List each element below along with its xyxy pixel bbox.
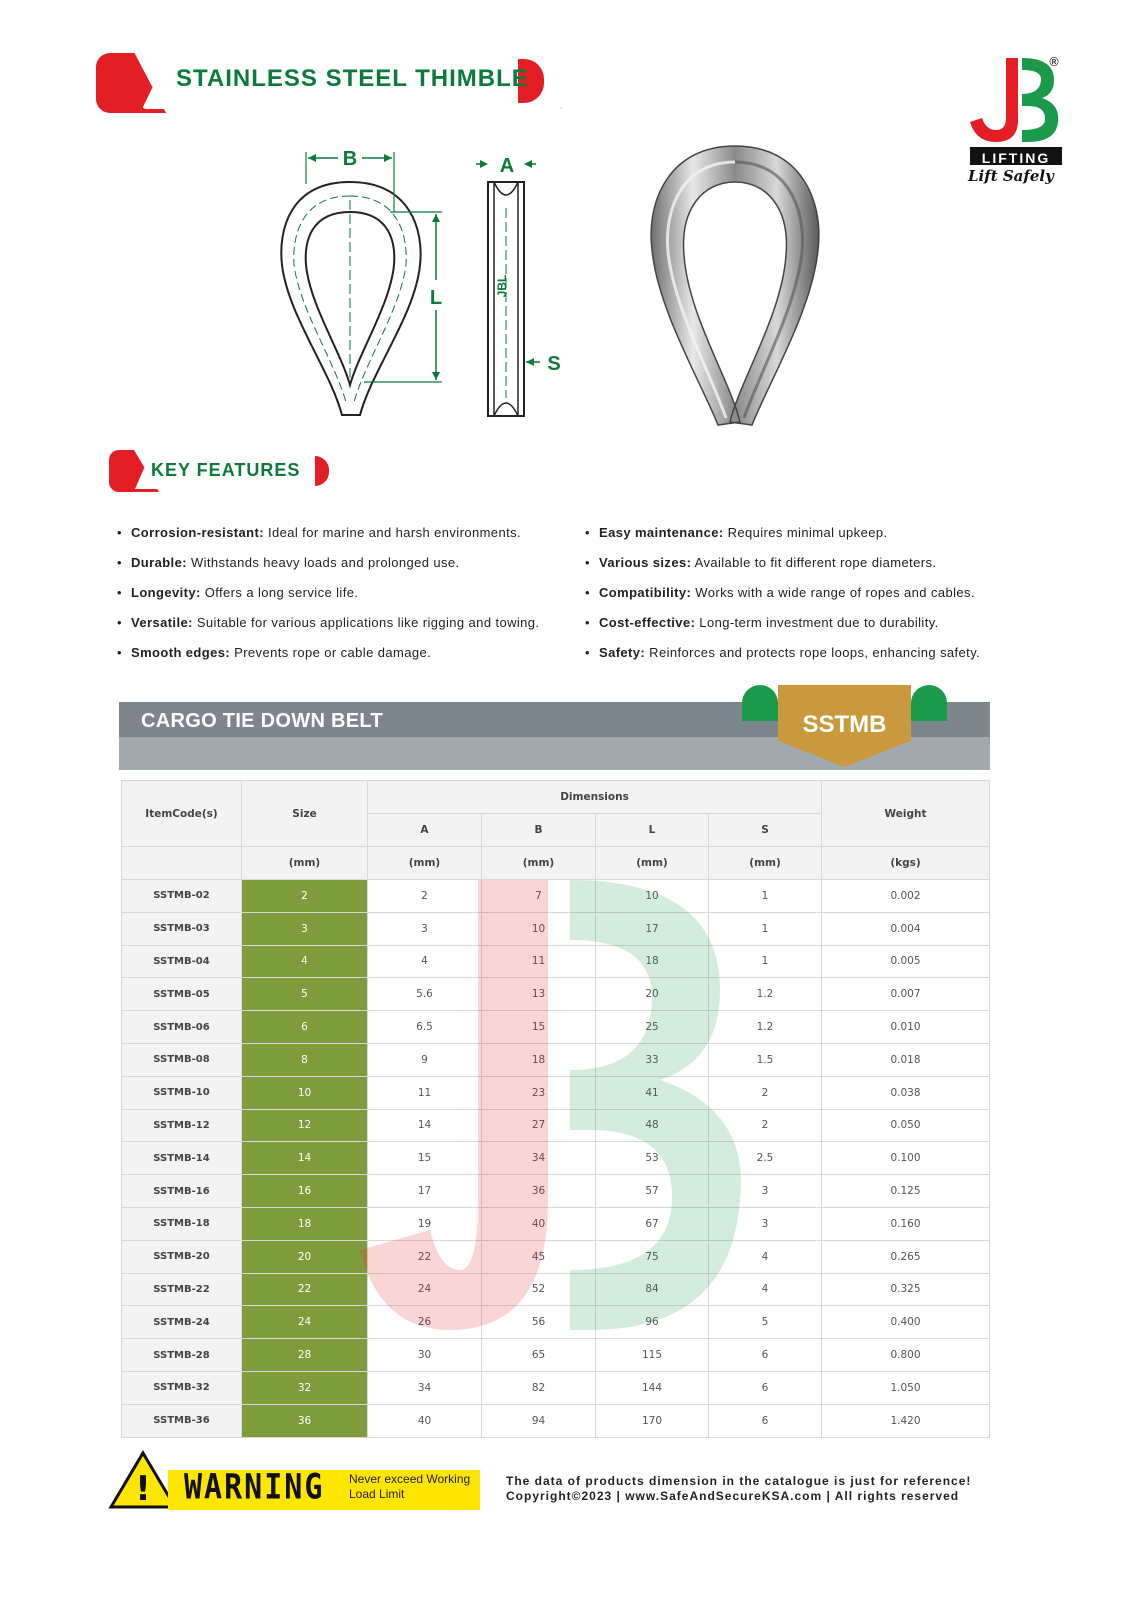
cell-s: 1 <box>709 945 822 978</box>
cell-a: 15 <box>368 1142 482 1175</box>
table-row <box>122 1142 990 1175</box>
cell-l: 53 <box>596 1142 709 1175</box>
cell-b: 94 <box>482 1404 596 1437</box>
cell-l: 41 <box>596 1076 709 1109</box>
cell-s: 2 <box>709 1076 822 1109</box>
cell-item-code: SSTMB-06 <box>122 1011 242 1044</box>
header-unit-blank <box>122 847 242 880</box>
cell-size: 18 <box>242 1207 368 1240</box>
feature-desc: Suitable for various applications like rigging and towing. <box>192 615 540 630</box>
feature-item: • Compatibility: Works with a wide range of ropes and cables. <box>585 585 975 600</box>
cell-b: 36 <box>482 1175 596 1208</box>
feature-term: Corrosion-resistant: <box>131 525 264 540</box>
header-unit: (mm) <box>368 847 482 880</box>
feature-item: • Longevity: Offers a long service life. <box>117 585 359 600</box>
cell-s: 1.2 <box>709 1011 822 1044</box>
cell-item-code: SSTMB-28 <box>122 1339 242 1372</box>
cell-size: 28 <box>242 1339 368 1372</box>
registered-mark: ® <box>1048 55 1060 69</box>
feature-item: • Versatile: Suitable for various applications like rigging and towing. <box>117 615 540 630</box>
cell-a: 5.6 <box>368 978 482 1011</box>
cell-l: 18 <box>596 945 709 978</box>
cell-weight: 0.325 <box>822 1273 990 1306</box>
cell-b: 18 <box>482 1043 596 1076</box>
cell-weight: 0.002 <box>822 880 990 913</box>
cell-a: 4 <box>368 945 482 978</box>
cell-l: 33 <box>596 1043 709 1076</box>
table-row <box>122 1273 990 1306</box>
cell-l: 20 <box>596 978 709 1011</box>
feature-term: Longevity: <box>131 585 201 600</box>
cell-size: 36 <box>242 1404 368 1437</box>
warning-note <box>349 1472 470 1502</box>
cell-size: 8 <box>242 1043 368 1076</box>
table-row <box>122 880 990 913</box>
header-item-code: ItemCode(s) <box>122 781 242 847</box>
cell-b: 11 <box>482 945 596 978</box>
cell-item-code: SSTMB-20 <box>122 1240 242 1273</box>
table-row <box>122 1043 990 1076</box>
feature-item: • Smooth edges: Prevents rope or cable damage. <box>117 645 432 660</box>
cell-weight: 0.400 <box>822 1306 990 1339</box>
cell-s: 3 <box>709 1175 822 1208</box>
cell-b: 27 <box>482 1109 596 1142</box>
cell-a: 2 <box>368 880 482 913</box>
header-dimensions: Dimensions <box>368 781 822 814</box>
table-row <box>122 1339 990 1372</box>
cell-b: 52 <box>482 1273 596 1306</box>
cell-weight: 1.050 <box>822 1371 990 1404</box>
cell-weight: 0.018 <box>822 1043 990 1076</box>
features-list-right <box>585 524 1025 674</box>
thimble-photo <box>640 140 830 432</box>
thimble-front-drawing <box>270 140 455 425</box>
cell-weight: 0.100 <box>822 1142 990 1175</box>
footer-disclaimer <box>506 1474 971 1504</box>
logo-tagline: Lift Safely <box>968 167 1054 185</box>
cell-l: 17 <box>596 912 709 945</box>
cell-size: 12 <box>242 1109 368 1142</box>
copyright-text: Copyright©2023 | www.SafeAndSecureKSA.com | All rights reserved <box>506 1489 960 1503</box>
cell-b: 65 <box>482 1339 596 1372</box>
cell-size: 6 <box>242 1011 368 1044</box>
header-unit: (mm) <box>242 847 368 880</box>
cell-a: 22 <box>368 1240 482 1273</box>
cell-size: 14 <box>242 1142 368 1175</box>
cell-s: 1 <box>709 880 822 913</box>
table-row <box>122 1371 990 1404</box>
cell-weight: 0.010 <box>822 1011 990 1044</box>
warning-note-line: Never exceed Working <box>349 1472 471 1486</box>
cell-s: 2 <box>709 1109 822 1142</box>
cell-size: 2 <box>242 880 368 913</box>
cell-item-code: SSTMB-16 <box>122 1175 242 1208</box>
feature-term: Compatibility: <box>599 585 692 600</box>
cell-l: 25 <box>596 1011 709 1044</box>
cell-l: 48 <box>596 1109 709 1142</box>
cell-s: 2.5 <box>709 1142 822 1175</box>
cell-weight: 0.007 <box>822 978 990 1011</box>
table-row <box>122 1011 990 1044</box>
cell-s: 1.2 <box>709 978 822 1011</box>
feature-item: • Cost-effective: Long-term investment due to durability. <box>585 615 939 630</box>
feature-desc: Ideal for marine and harsh environments. <box>263 525 521 540</box>
cell-b: 15 <box>482 1011 596 1044</box>
warning-word: WARNING <box>184 1467 325 1508</box>
feature-term: Easy maintenance: <box>599 525 724 540</box>
header-b: B <box>482 814 596 847</box>
cell-item-code: SSTMB-02 <box>122 880 242 913</box>
header-a: A <box>368 814 482 847</box>
cell-s: 4 <box>709 1273 822 1306</box>
title-banner <box>96 53 551 113</box>
cell-b: 56 <box>482 1306 596 1339</box>
cell-size: 5 <box>242 978 368 1011</box>
cell-s: 6 <box>709 1339 822 1372</box>
feature-desc: Long-term investment due to durability. <box>695 615 939 630</box>
disclaimer-text: The data of products dimension in the catalogue is just for reference! <box>506 1474 972 1488</box>
cell-a: 30 <box>368 1339 482 1372</box>
key-features-banner <box>109 450 329 492</box>
badge-code: SSTMB <box>802 711 887 738</box>
dim-label-a: A <box>499 155 515 177</box>
feature-desc: Works with a wide range of ropes and cables. <box>691 585 975 600</box>
header-weight: Weight <box>822 781 990 847</box>
feature-desc: Prevents rope or cable damage. <box>230 645 432 660</box>
thimble-side-drawing <box>470 148 570 420</box>
cell-s: 1 <box>709 912 822 945</box>
cell-weight: 0.800 <box>822 1339 990 1372</box>
cell-l: 75 <box>596 1240 709 1273</box>
table-row <box>122 1175 990 1208</box>
cell-b: 82 <box>482 1371 596 1404</box>
cell-size: 4 <box>242 945 368 978</box>
warning-note-line: Load Limit <box>349 1487 405 1501</box>
section-title: CARGO TIE DOWN BELT <box>141 710 383 732</box>
cell-item-code: SSTMB-14 <box>122 1142 242 1175</box>
feature-desc: Offers a long service life. <box>200 585 359 600</box>
dim-label-s: S <box>547 353 561 375</box>
cell-item-code: SSTMB-05 <box>122 978 242 1011</box>
cell-l: 96 <box>596 1306 709 1339</box>
feature-item: • Various sizes: Available to fit different rope diameters. <box>585 555 937 570</box>
cell-s: 6 <box>709 1371 822 1404</box>
logo-lifting-text: LIFTING <box>970 147 1062 165</box>
cell-l: 144 <box>596 1371 709 1404</box>
spec-table-wrapper <box>121 780 989 1438</box>
cell-item-code: SSTMB-36 <box>122 1404 242 1437</box>
cell-weight: 0.050 <box>822 1109 990 1142</box>
table-row <box>122 978 990 1011</box>
cell-l: 84 <box>596 1273 709 1306</box>
table-row <box>122 1306 990 1339</box>
cell-b: 10 <box>482 912 596 945</box>
feature-item: • Corrosion-resistant: Ideal for marine and harsh environments. <box>117 525 521 540</box>
cell-weight: 0.125 <box>822 1175 990 1208</box>
brand-logo <box>966 50 1066 190</box>
cell-size: 32 <box>242 1371 368 1404</box>
cell-b: 34 <box>482 1142 596 1175</box>
feature-item: • Safety: Reinforces and protects rope loops, enhancing safety. <box>585 645 981 660</box>
cell-s: 4 <box>709 1240 822 1273</box>
cell-a: 11 <box>368 1076 482 1109</box>
cell-s: 6 <box>709 1404 822 1437</box>
cell-s: 5 <box>709 1306 822 1339</box>
cell-item-code: SSTMB-24 <box>122 1306 242 1339</box>
cell-weight: 0.160 <box>822 1207 990 1240</box>
table-row <box>122 1240 990 1273</box>
header-unit: (mm) <box>482 847 596 880</box>
header-unit: (mm) <box>596 847 709 880</box>
cell-a: 6.5 <box>368 1011 482 1044</box>
cell-s: 3 <box>709 1207 822 1240</box>
table-row <box>122 912 990 945</box>
cell-size: 22 <box>242 1273 368 1306</box>
cell-item-code: SSTMB-08 <box>122 1043 242 1076</box>
table-row <box>122 1109 990 1142</box>
side-label-text: JBL <box>495 274 509 298</box>
cell-a: 24 <box>368 1273 482 1306</box>
cell-size: 3 <box>242 912 368 945</box>
cell-item-code: SSTMB-12 <box>122 1109 242 1142</box>
header-l: L <box>596 814 709 847</box>
dim-label-l: L <box>429 287 443 309</box>
warning-label <box>108 1450 480 1510</box>
cell-a: 19 <box>368 1207 482 1240</box>
feature-desc: Available to fit different rope diameters. <box>691 555 937 570</box>
header-size: Size <box>242 781 368 847</box>
table-row <box>122 945 990 978</box>
cell-item-code: SSTMB-04 <box>122 945 242 978</box>
feature-term: Durable: <box>131 555 187 570</box>
feature-term: Safety: <box>599 645 646 660</box>
cell-weight: 1.420 <box>822 1404 990 1437</box>
cell-size: 20 <box>242 1240 368 1273</box>
cell-l: 67 <box>596 1207 709 1240</box>
cell-a: 34 <box>368 1371 482 1404</box>
cell-a: 40 <box>368 1404 482 1437</box>
cell-item-code: SSTMB-18 <box>122 1207 242 1240</box>
cell-weight: 0.265 <box>822 1240 990 1273</box>
header-unit: (mm) <box>709 847 822 880</box>
cell-a: 17 <box>368 1175 482 1208</box>
dim-label-b: B <box>342 148 358 170</box>
table-body <box>122 880 990 1438</box>
page-title: STAINLESS STEEL THIMBLE <box>176 65 529 92</box>
cell-item-code: SSTMB-32 <box>122 1371 242 1404</box>
cell-item-code: SSTMB-22 <box>122 1273 242 1306</box>
feature-desc: Reinforces and protects rope loops, enhancing safety. <box>645 645 981 660</box>
cell-b: 45 <box>482 1240 596 1273</box>
cell-weight: 0.005 <box>822 945 990 978</box>
cell-l: 115 <box>596 1339 709 1372</box>
feature-desc: Requires minimal upkeep. <box>723 525 888 540</box>
cell-a: 26 <box>368 1306 482 1339</box>
cell-b: 23 <box>482 1076 596 1109</box>
cell-size: 16 <box>242 1175 368 1208</box>
cell-b: 13 <box>482 978 596 1011</box>
cell-item-code: SSTMB-10 <box>122 1076 242 1109</box>
feature-term: Cost-effective: <box>599 615 696 630</box>
product-badge <box>742 685 947 767</box>
cell-b: 40 <box>482 1207 596 1240</box>
feature-term: Smooth edges: <box>131 645 231 660</box>
cell-size: 24 <box>242 1306 368 1339</box>
cell-weight: 0.038 <box>822 1076 990 1109</box>
cell-a: 3 <box>368 912 482 945</box>
key-features-heading: KEY FEATURES <box>151 460 301 480</box>
table-row <box>122 1404 990 1437</box>
cell-size: 10 <box>242 1076 368 1109</box>
feature-term: Various sizes: <box>599 555 692 570</box>
features-list-left <box>117 524 577 674</box>
feature-term: Versatile: <box>131 615 193 630</box>
cell-l: 10 <box>596 880 709 913</box>
cell-item-code: SSTMB-03 <box>122 912 242 945</box>
jb-logo-icon <box>966 50 1066 150</box>
feature-item: • Durable: Withstands heavy loads and prolonged use. <box>117 555 460 570</box>
header-unit-weight: (kgs) <box>822 847 990 880</box>
cell-l: 57 <box>596 1175 709 1208</box>
cell-a: 9 <box>368 1043 482 1076</box>
table-row <box>122 1076 990 1109</box>
cell-l: 170 <box>596 1404 709 1437</box>
cell-weight: 0.004 <box>822 912 990 945</box>
cell-s: 1.5 <box>709 1043 822 1076</box>
warning-symbol: ! <box>135 1469 151 1509</box>
feature-desc: Withstands heavy loads and prolonged use. <box>186 555 460 570</box>
table-row <box>122 1207 990 1240</box>
spec-table <box>121 780 990 1438</box>
cell-b: 7 <box>482 880 596 913</box>
feature-item: • Easy maintenance: Requires minimal upkeep. <box>585 525 888 540</box>
header-s: S <box>709 814 822 847</box>
cell-a: 14 <box>368 1109 482 1142</box>
